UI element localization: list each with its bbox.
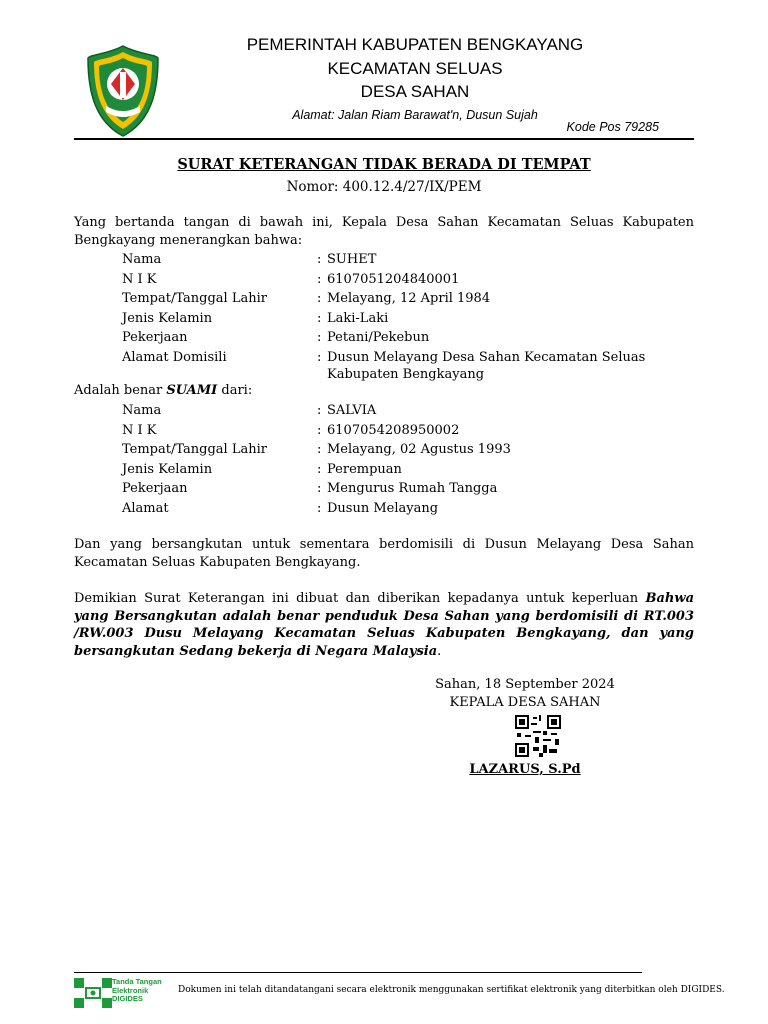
detail-key: N I K — [122, 271, 157, 287]
signature-position: KEPALA DESA SAHAN — [449, 695, 601, 710]
qr-code-icon — [515, 715, 561, 757]
detail-key: Pekerjaan — [122, 330, 188, 345]
letterhead-district: KECAMATAN SELUAS — [327, 59, 503, 78]
letterhead-postal-code: Kode Pos 79285 — [566, 120, 659, 134]
detail-key: Pekerjaan — [122, 481, 188, 496]
relation-line — [74, 382, 694, 400]
detail-row — [122, 271, 682, 291]
digides-logo-icon — [74, 978, 114, 1008]
document-number: Nomor: 400.12.4/27/IX/PEM — [286, 179, 482, 195]
detail-row — [122, 251, 682, 271]
detail-row — [122, 500, 682, 520]
detail-row — [122, 290, 682, 310]
closing-prefix: Demikian Surat Keterangan ini dibuat dan diberikan kepadanya untuk keperluan — [74, 591, 646, 606]
logo-text-line: DIGIDES — [112, 994, 143, 1003]
letterhead-village: DESA SAHAN — [360, 82, 470, 101]
closing-emphasis: Bahwa yang Bersangkutan adalah benar penduduk Desa Sahan yang berdomisili di RT.003 /RW.003 Dusu Melayang Kecamatan Seluas Kabupaten Bengkayang, dan yang bersangkutan Sedang bekerja di Negara Malaysia — [74, 591, 694, 659]
detail-value: 6107051204840001 — [327, 271, 460, 287]
letterhead-divider — [74, 138, 694, 140]
detail-value: 6107054208950002 — [327, 422, 460, 438]
domicile-paragraph: Dan yang bersangkutan untuk sementara berdomisili di Dusun Melayang Desa Sahan Kecamatan Seluas Kabupaten Bengkayang. — [74, 537, 694, 570]
detail-colon: : — [317, 481, 322, 496]
detail-colon: : — [317, 330, 322, 345]
intro-paragraph: Yang bertanda tangan di bawah ini, Kepala Desa Sahan Kecamatan Seluas Kabupaten Bengkayang menerangkan bahwa: — [74, 215, 694, 248]
logo-text-line: Tanda Tangan — [112, 977, 162, 986]
detail-key: N I K — [122, 422, 157, 438]
signatory-name: LAZARUS, S.Pd — [469, 762, 581, 777]
closing-suffix: . — [437, 643, 442, 659]
detail-colon: : — [317, 310, 322, 326]
detail-key: Nama — [122, 252, 162, 267]
letterhead-government: PEMERINTAH KABUPATEN BENGKAYANG — [246, 35, 584, 54]
detail-colon: : — [317, 252, 322, 267]
detail-row — [122, 461, 682, 481]
relation-role: SUAMI — [166, 383, 218, 398]
letterhead-address: Alamat: Jalan Riam Barawat'n, Dusun Sujah — [292, 108, 538, 122]
detail-row — [122, 441, 682, 461]
detail-value: Mengurus Rumah Tangga — [327, 481, 498, 496]
detail-colon: : — [317, 271, 322, 287]
detail-colon: : — [317, 461, 322, 477]
detail-key: Jenis Kelamin — [122, 310, 213, 326]
detail-key: Jenis Kelamin — [122, 461, 213, 477]
detail-row — [122, 310, 682, 330]
detail-value: Petani/Pekebun — [327, 330, 430, 345]
detail-colon: : — [317, 291, 322, 306]
detail-key: Nama — [122, 403, 162, 418]
detail-row — [122, 349, 682, 385]
footer-note: Dokumen ini telah ditandatangani secara elektronik menggunakan sertifikat elektronik yang diterbitkan oleh DIGIDES. — [178, 985, 725, 995]
detail-row — [122, 402, 682, 422]
detail-value: Dusun Melayang Desa Sahan Kecamatan Seluas Kabupaten Bengkayang — [327, 349, 646, 382]
regency-emblem-icon — [86, 44, 160, 138]
detail-colon: : — [317, 349, 322, 365]
detail-value: Melayang, 02 Agustus 1993 — [327, 442, 511, 457]
digides-logo-text — [112, 978, 162, 1004]
detail-value: SALVIA — [327, 403, 377, 418]
detail-colon: : — [317, 403, 322, 418]
detail-colon: : — [317, 422, 322, 438]
detail-value: Dusun Melayang — [327, 500, 439, 516]
logo-text-line: Elektronik — [112, 985, 149, 995]
person2-details — [122, 402, 682, 519]
relation-suffix: dari: — [217, 383, 253, 398]
detail-colon: : — [317, 442, 322, 457]
closing-paragraph — [74, 590, 694, 660]
person1-details — [122, 251, 682, 385]
document-title: SURAT KETERANGAN TIDAK BERADA DI TEMPAT — [177, 156, 591, 173]
detail-value: Melayang, 12 April 1984 — [327, 291, 491, 306]
detail-value: Perempuan — [327, 461, 402, 477]
detail-key: Tempat/Tanggal Lahir — [122, 291, 267, 306]
letterhead — [170, 34, 660, 123]
detail-key: Tempat/Tanggal Lahir — [122, 442, 267, 457]
detail-value: Laki-Laki — [327, 310, 389, 326]
relation-prefix: Adalah benar — [74, 383, 167, 398]
detail-key: Alamat — [122, 500, 169, 516]
signature-place-date: Sahan, 18 September 2024 — [435, 677, 615, 692]
detail-row — [122, 480, 682, 500]
footer-divider — [74, 972, 642, 973]
detail-row — [122, 422, 682, 442]
detail-colon: : — [317, 500, 322, 516]
detail-row — [122, 329, 682, 349]
detail-value: SUHET — [327, 252, 377, 267]
detail-key: Alamat Domisili — [122, 349, 227, 365]
